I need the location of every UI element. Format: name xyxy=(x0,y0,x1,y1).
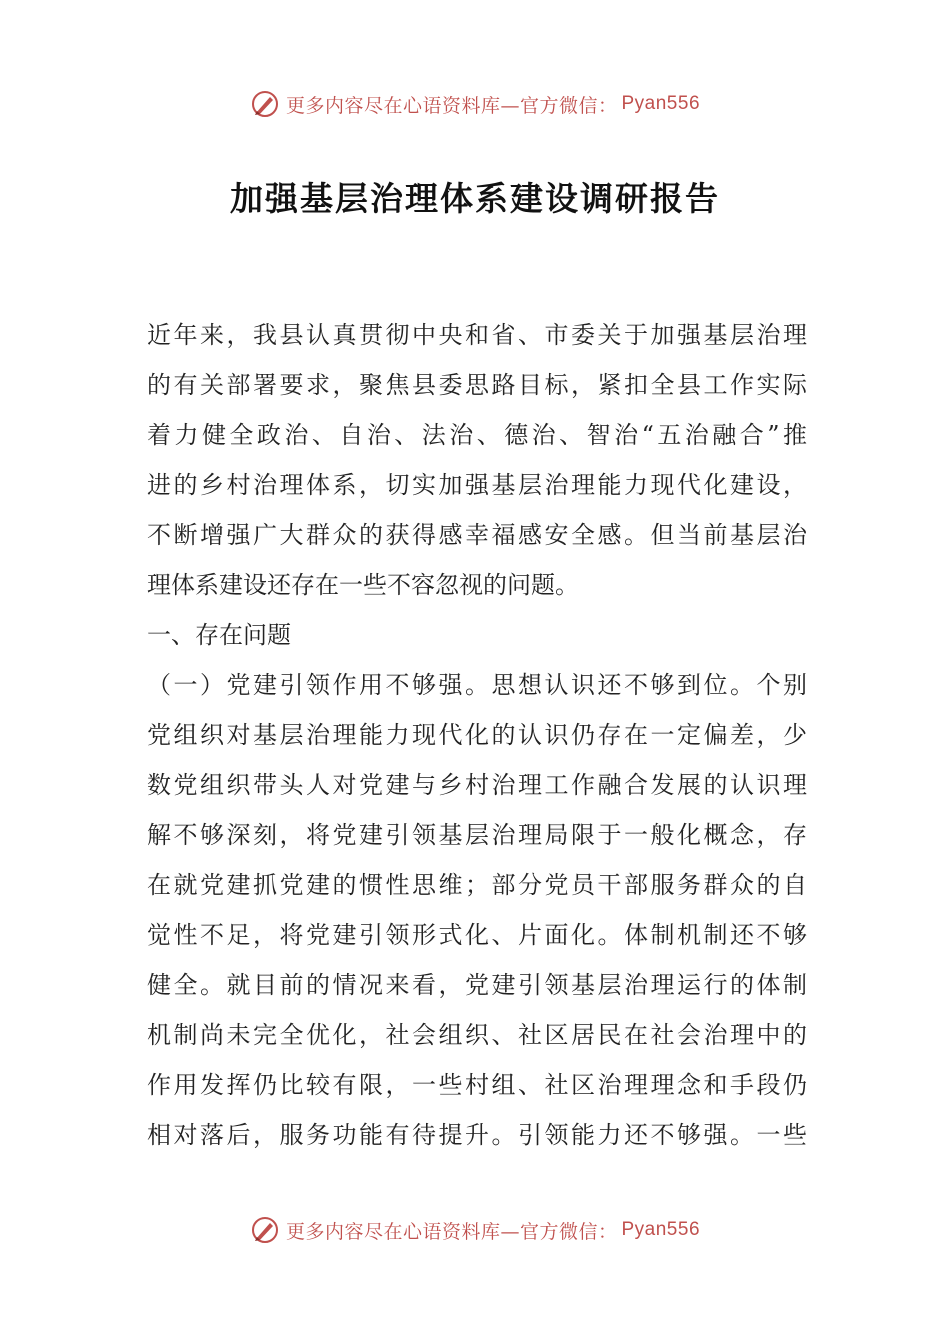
body-line: 理体系建设还存在一些不容忽视的问题。 xyxy=(147,571,579,599)
body-line: 着力健全政治、自治、法治、德治、智治“五治融合”推 xyxy=(147,421,807,449)
body-line: 在就党建抓党建的惯性思维；部分党员干部服务群众的自 xyxy=(147,871,807,899)
body-line: 解不够深刻，将党建引领基层治理局限于一般化概念，存 xyxy=(147,821,807,849)
watermark-id: Pyan556 xyxy=(621,93,701,114)
body-line: （一）党建引领作用不够强。思想认识还不够到位。个别 xyxy=(147,671,807,699)
header-watermark xyxy=(0,84,950,124)
body-line: 近年来，我县认真贯彻中央和省、市委关于加强基层治理 xyxy=(147,321,807,349)
body-line: 不断增强广大群众的获得感幸福感安全感。但当前基层治 xyxy=(147,521,807,549)
document-title: 加强基层治理体系建设调研报告 xyxy=(230,179,720,218)
pen-logo-icon xyxy=(250,89,280,119)
footer-watermark xyxy=(0,1210,950,1250)
watermark-text: 更多内容尽在心语资料库—官方微信： xyxy=(285,1220,618,1243)
pen-logo-icon xyxy=(250,1215,280,1245)
section-heading: 一、存在问题 xyxy=(147,621,291,649)
body-line: 进的乡村治理体系，切实加强基层治理能力现代化建设， xyxy=(147,471,807,499)
body-line: 健全。就目前的情况来看，党建引领基层治理运行的体制 xyxy=(147,971,807,999)
body-line: 机制尚未完全优化，社会组织、社区居民在社会治理中的 xyxy=(147,1021,807,1049)
body-line: 相对落后，服务功能有待提升。引领能力还不够强。一些 xyxy=(147,1121,807,1149)
body-line: 数党组织带头人对党建与乡村治理工作融合发展的认识理 xyxy=(147,771,807,799)
body-line: 党组织对基层治理能力现代化的认识仍存在一定偏差，少 xyxy=(147,721,807,749)
body-line: 的有关部署要求，聚焦县委思路目标，紧扣全县工作实际 xyxy=(147,371,807,399)
body-line: 觉性不足，将党建引领形式化、片面化。体制机制还不够 xyxy=(147,921,807,949)
watermark-id: Pyan556 xyxy=(621,1219,701,1240)
body-line: 作用发挥仍比较有限，一些村组、社区治理理念和手段仍 xyxy=(147,1071,807,1099)
watermark-text: 更多内容尽在心语资料库—官方微信： xyxy=(285,94,618,117)
document-body xyxy=(147,310,807,1160)
